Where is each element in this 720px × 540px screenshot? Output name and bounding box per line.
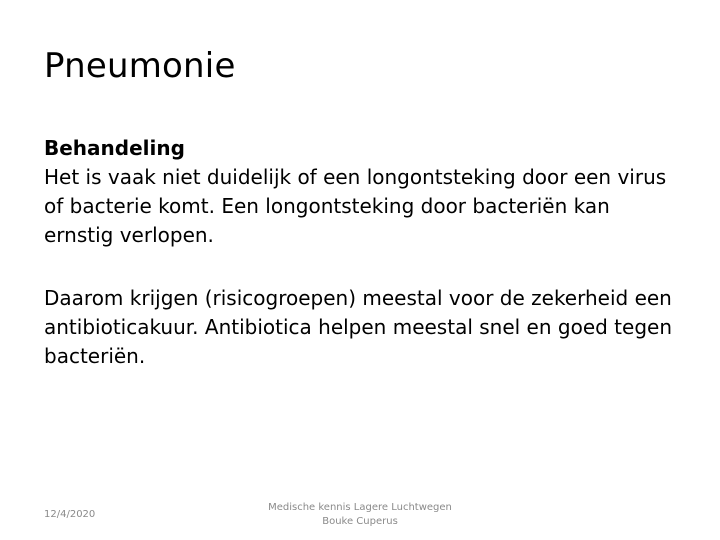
section-heading: Behandeling — [44, 136, 185, 160]
footer-text — [250, 501, 470, 529]
paragraph-1: Het is vaak niet duidelijk of een longontsteking door een virus of bacterie komt. Een longontsteking door bacteriën kan ernstig verlopen. — [44, 165, 667, 247]
paragraph-spacer — [44, 250, 684, 284]
paragraph-2: Daarom krijgen (risicogroepen) meestal voor de zekerheid een antibioticakuur. Antibiotica helpen meestal snel en goed tegen bacteriën. — [44, 286, 672, 368]
footer-date: 12/4/2020 — [44, 509, 96, 520]
slide-title: Pneumonie — [44, 46, 236, 86]
footer-author: Bouke Cuperus — [322, 516, 398, 527]
footer-course-title: Medische kennis Lagere Luchtwegen — [268, 502, 452, 513]
slide-content — [44, 134, 684, 371]
